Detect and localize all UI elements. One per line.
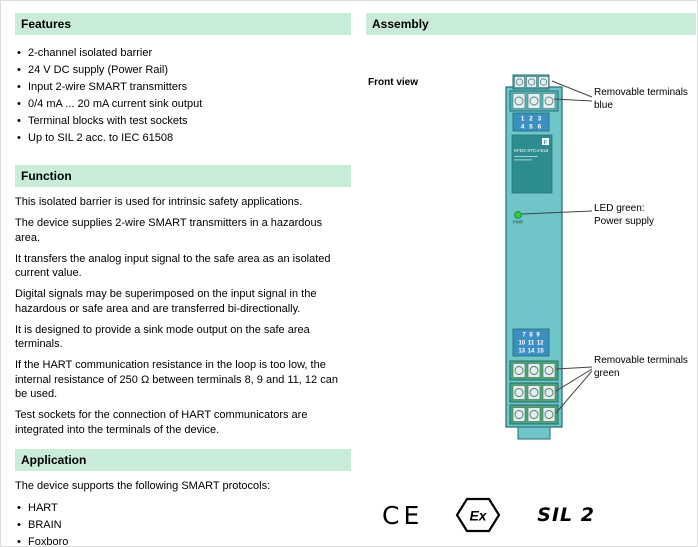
callout-terminals-green — [594, 355, 696, 380]
callout-led-green — [594, 203, 696, 228]
callout-terminals-blue-line1: Removable terminals — [594, 87, 688, 98]
function-paragraphs — [15, 195, 351, 437]
device-label-plate — [512, 135, 552, 193]
features-title: Features — [21, 17, 72, 31]
assembly-diagram — [366, 61, 696, 471]
function-paragraph: Digital signals may be superimposed on the input signal in the hazardous or safe area and are transferred bi-directionally. — [15, 288, 317, 315]
feature-item: • Input 2-wire SMART transmitters — [15, 79, 351, 96]
terminals-top-row1: 1 2 3 — [520, 115, 542, 123]
certifications-row — [366, 495, 696, 535]
function-title: Function — [21, 169, 72, 183]
feature-item: • Up to SIL 2 acc. to IEC 61508 — [15, 130, 351, 147]
device-drawing — [366, 61, 696, 471]
terminals-bottom-row3: 13 14 15 — [518, 348, 544, 355]
feature-item: • 24 V DC supply (Power Rail) — [15, 62, 351, 79]
function-header — [15, 165, 351, 187]
ex-mark-label: Ex — [469, 507, 487, 524]
terminals-bottom-row2: 10 11 12 — [518, 340, 544, 347]
front-view-label: Front view — [368, 77, 419, 88]
function-paragraph: This isolated barrier is used for intrinsic safety applications. — [15, 196, 303, 208]
callout-led-line2: Power supply — [594, 215, 655, 227]
power-led-label: PWR — [512, 219, 524, 225]
callout-terminals-blue — [594, 87, 696, 112]
protocol-item: • BRAIN — [15, 517, 351, 534]
top-terminal-block-a — [513, 75, 549, 89]
application-intro: The device supports the following SMART protocols: — [15, 480, 271, 492]
feature-item: • 0/4 mA ... 20 mA current sink output — [15, 96, 351, 113]
device-model-label: KFD2-STC4-Ex2 — [514, 148, 549, 153]
ce-mark-icon: CE — [382, 500, 424, 530]
top-terminal-block-b — [510, 91, 558, 111]
feature-item: • 2-channel isolated barrier — [15, 45, 351, 62]
ex-mark-icon — [455, 497, 501, 533]
left-column — [15, 13, 351, 547]
right-column — [366, 13, 696, 536]
assembly-header — [366, 13, 696, 35]
callout-led-line1: LED green: — [594, 203, 645, 214]
brand-logo-letter: F — [543, 139, 548, 146]
sil2-mark: SIL 2 — [537, 504, 595, 526]
application-title: Application — [21, 453, 87, 467]
features-list — [15, 45, 351, 147]
bottom-terminal-block-2 — [510, 383, 558, 402]
function-paragraph: It transfers the analog input signal to the safe area as an isolated current value. — [15, 252, 331, 279]
callout-terminals-blue-line2: blue — [594, 99, 613, 111]
function-paragraph: Test sockets for the connection of HART communicators are integrated into the terminals of the device. — [15, 409, 308, 436]
bottom-terminal-block-1 — [510, 361, 558, 380]
application-header — [15, 449, 351, 471]
function-paragraph: If the HART communication resistance in the loop is too low, the internal resistance of 250 Ω between terminals 8, 9 and 11, 12 can be used. — [15, 359, 338, 400]
bottom-terminal-block-3 — [510, 405, 558, 424]
callout-terminals-green-line2: green — [594, 367, 620, 379]
device-foot — [518, 427, 550, 439]
function-paragraph: It is designed to provide a sink mode output on the safe area terminals. — [15, 323, 310, 350]
terminals-bottom-row1: 7 8 9 — [522, 332, 540, 339]
top-terminal-numbers — [513, 113, 549, 131]
bottom-terminal-numbers — [513, 329, 549, 356]
terminals-top-row2: 4 5 6 — [520, 123, 542, 131]
protocol-item: • HART — [15, 500, 351, 517]
function-paragraph: The device supplies 2-wire SMART transmitters in a hazardous area. — [15, 217, 323, 244]
feature-item: • Terminal blocks with test sockets — [15, 113, 351, 130]
assembly-title: Assembly — [372, 17, 429, 31]
application-list — [15, 500, 351, 547]
features-header — [15, 13, 351, 35]
protocol-item: • Foxboro — [15, 534, 351, 547]
callout-terminals-green-line1: Removable terminals — [594, 355, 688, 366]
